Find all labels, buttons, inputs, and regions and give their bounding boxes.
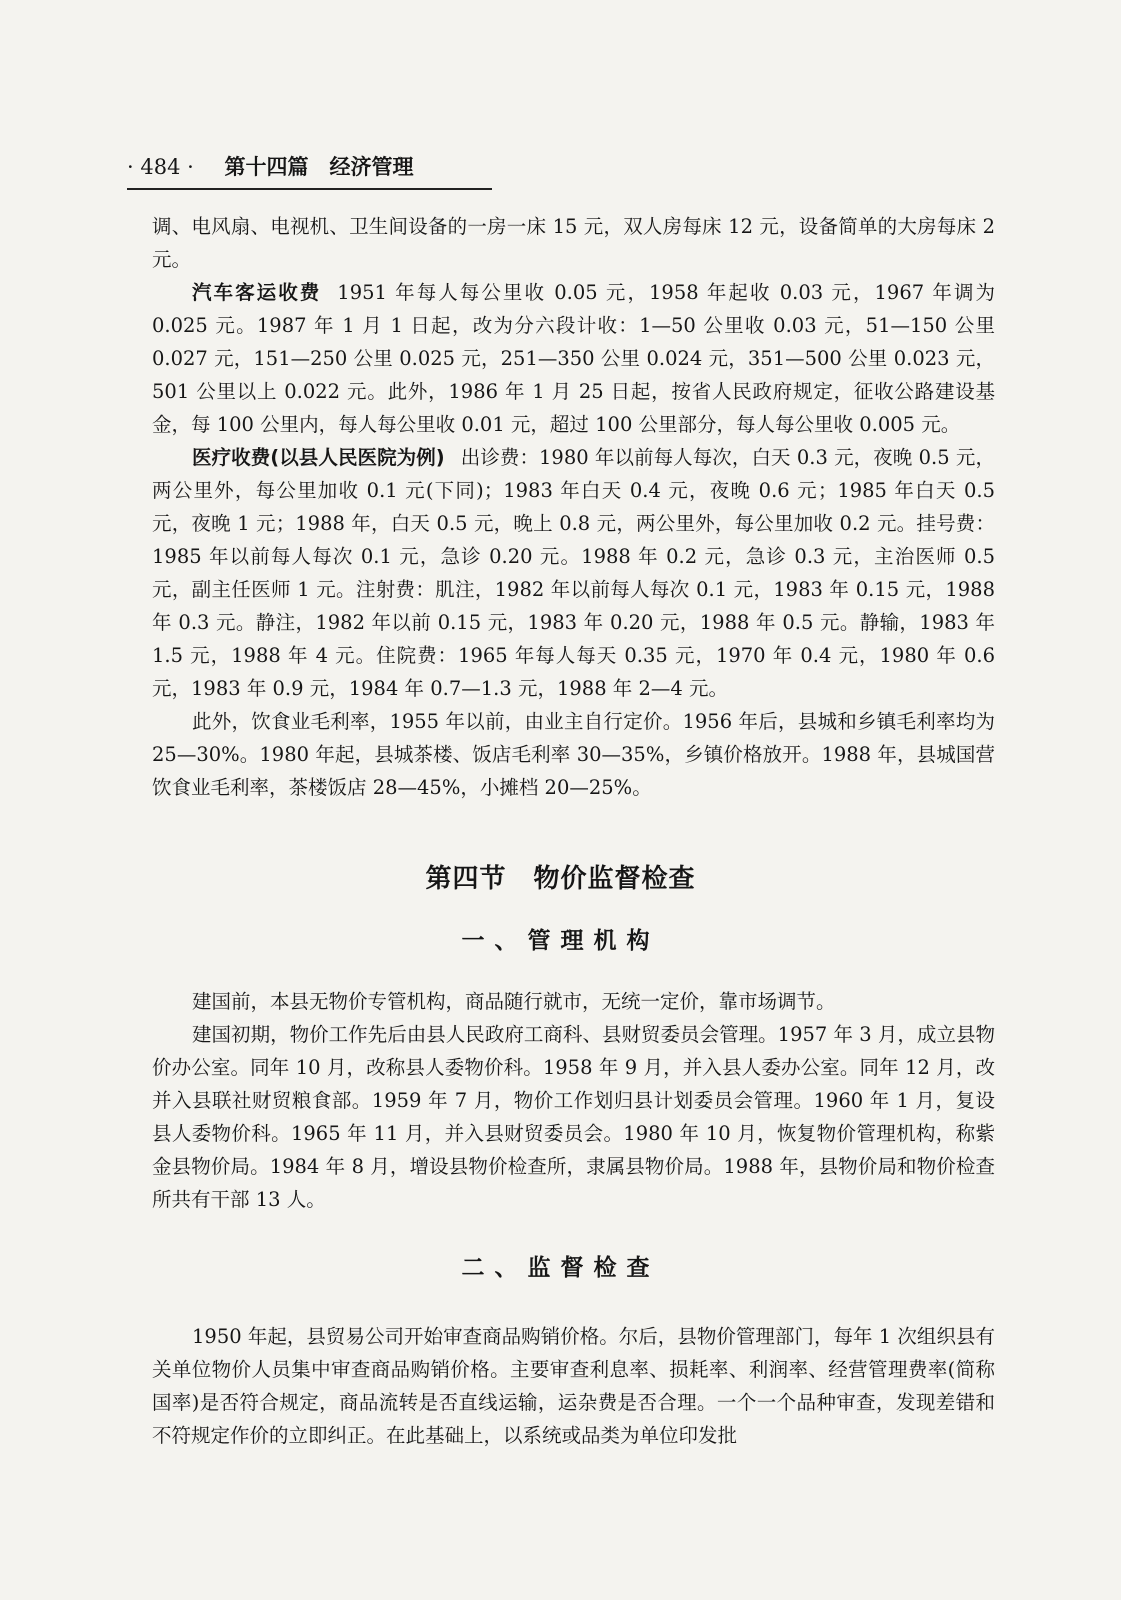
paragraph-post-1949: 建国初期，物价工作先后由县人民政府工商科、县财贸委员会管理。1957 年 3 月，成立县物价办公室。同年 10 月，改称县人委物价科。1958 年 9 月，并入县人委办公室。同年 12 月，改并入县联社财贸粮食部。1959 年 7 月，物价工作划归县计划委员会管理。1960 年 1 月，复设县人委物价科。1965 年 11 月，并入县财贸委员会。1980 年 10 月，恢复物价管理机构，称紫金县物价局。1984 年 8 月，增设县物价检查所，隶属县物价局。1988 年，县物价局和物价检查所共有干部 13 人。	[152, 1023, 995, 1211]
paragraph-pre-1949: 建国前，本县无物价专管机构，商品随行就市，无统一定价，靠市场调节。	[192, 990, 836, 1013]
paragraph-hotel-fee: 调、电风扇、电视机、卫生间设备的一房一床 15 元，双人房每床 12 元，设备简单的大房每床 2 元。	[152, 215, 995, 271]
term-medical-fee: 医疗收费(以县人民医院为例)	[192, 446, 445, 469]
subsection-title-management: 一、管理机构	[461, 927, 660, 954]
fee-paragraphs	[152, 210, 995, 804]
paragraph-medical-fee-text: 出诊费：1980 年以前每人每次，白天 0.3 元，夜晚 0.5 元，两公里外，每公里加收 0.1 元(下同)；1983 年白天 0.4 元，夜晚 0.6 元；1985 年白天 0.5 元，夜晚 1 元；1988 年，白天 0.5 元，晚上 0.8 元，两公里外，每公里加收 0.2 元。挂号费：1985 年以前每人每次 0.1 元，急诊 0.20 元。1988 年 0.2 元，急诊 0.3 元，主治医师 0.5 元，副主任医师 1 元。注射费：肌注，1982 年以前每人每次 0.1 元，1983 年 0.15 元，1988 年 0.3 元。静注，1982 年以前 0.15 元，1983 年 0.20 元，1988 年 0.5 元。静输，1983 年 1.5 元，1988 年 4 元。住院费：1965 年每人每天 0.35 元，1970 年 0.4 元，1980 年 0.6 元，1983 年 0.9 元，1984 年 0.7—1.3 元，1988 年 2—4 元。	[152, 446, 995, 700]
supervision-paragraphs	[152, 1320, 995, 1452]
page-header	[127, 152, 492, 190]
paragraph-bus-fee	[152, 276, 995, 441]
term-bus-fee: 汽车客运收费	[192, 281, 322, 304]
paragraph-catering-margin: 此外，饮食业毛利率，1955 年以前，由业主自行定价。1956 年后，县城和乡镇毛利率均为 25—30%。1980 年起，县城茶楼、饭店毛利率 30—35%，乡镇价格放开。1988 年，县城国营饮食业毛利率，茶楼饭店 28—45%，小摊档 20—25%。	[152, 710, 995, 799]
subsection-title-supervision: 二、监督检查	[461, 1254, 660, 1281]
paragraph-bus-fee-text: 1951 年每人每公里收 0.05 元，1958 年起收 0.03 元，1967 年调为 0.025 元。1987 年 1 月 1 日起，改为分六段计收：1—50 公里收 0.03 元，51—150 公里 0.027 元，151—250 公里 0.025 元，251—350 公里 0.024 元，351—500 公里 0.023 元，501 公里以上 0.022 元。此外，1986 年 1 月 25 日起，按省人民政府规定，征收公路建设基金，每 100 公里内，每人每公里收 0.01 元，超过 100 公里部分，每人每公里收 0.005 元。	[152, 281, 995, 436]
section-title: 第四节 物价监督检查	[425, 864, 696, 894]
management-paragraphs	[152, 985, 995, 1216]
chapter-title: 第十四篇 经济管理	[224, 155, 414, 179]
paragraph-medical-fee	[152, 441, 995, 705]
paragraph-supervision: 1950 年起，县贸易公司开始审查商品购销价格。尔后，县物价管理部门，每年 1 次组织县有关单位物价人员集中审查商品购销价格。主要审查利息率、损耗率、利润率、经营管理费率(简称国率)是否符合规定，商品流转是否直线运输，运杂费是否合理。一个一个品种审查，发现差错和不符规定作价的立即纠正。在此基础上，以系统或品类为单位印发批	[152, 1325, 995, 1447]
page-number: · 484 ·	[127, 155, 194, 179]
